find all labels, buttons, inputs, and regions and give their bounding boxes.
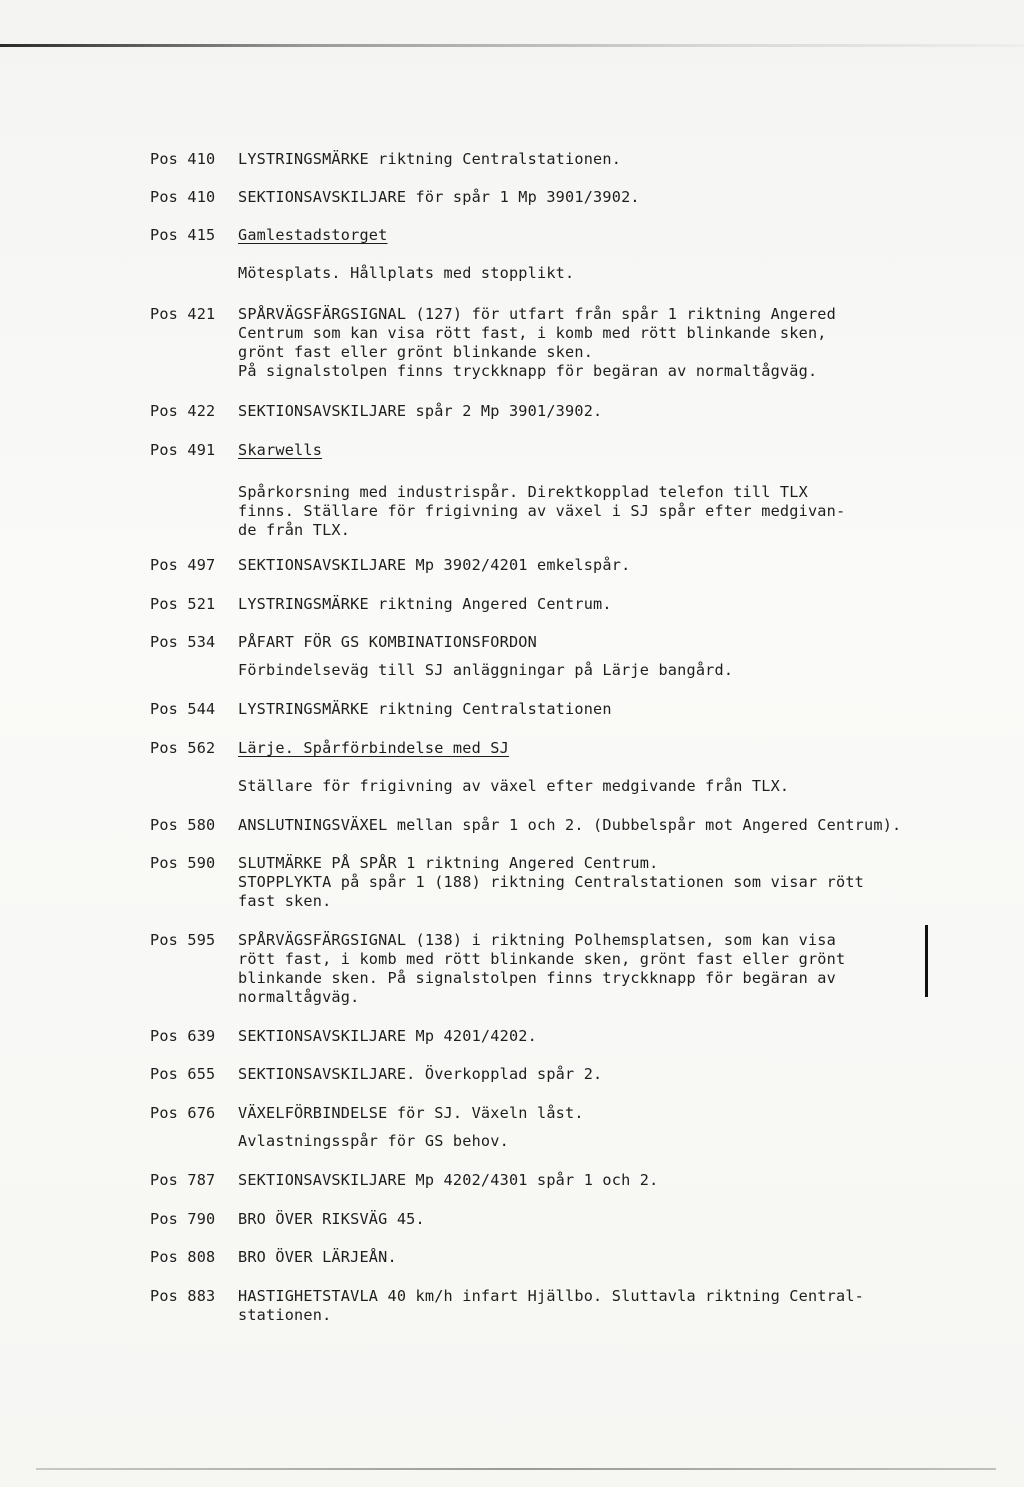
entry-position: Pos 676 <box>150 1104 216 1122</box>
entry-position: Pos 422 <box>150 402 216 420</box>
entry-line: fast sken. <box>238 892 332 910</box>
entry-heading: Lärje. Spårförbindelse med SJ <box>238 739 509 757</box>
entry-position: Pos 421 <box>150 305 216 323</box>
entry-line: grönt fast eller grönt blinkande sken. <box>238 343 594 361</box>
entry-body <box>238 150 918 169</box>
entry-body <box>238 1171 918 1190</box>
entry-line: Avlastningsspår för GS behov. <box>238 1132 509 1150</box>
entry-line: Ställare för frigivning av växel efter medgivande från TLX. <box>238 777 790 795</box>
entry-line: Mötesplats. Hållplats med stopplikt. <box>238 264 575 282</box>
scan-edge-top <box>0 44 1024 47</box>
entry-position: Pos 544 <box>150 700 216 718</box>
entry-body <box>238 188 918 207</box>
entry-line: rött fast, i komb med rött blinkande sken, grönt fast eller grönt <box>238 950 846 968</box>
entry-line: de från TLX. <box>238 521 351 539</box>
entry-body <box>238 1210 918 1229</box>
entry-line: SPÅRVÄGSFÄRGSIGNAL (127) för utfart från spår 1 riktning Angered <box>238 305 836 323</box>
entry-line: Spårkorsning med industrispår. Direktkopplad telefon till TLX <box>238 483 808 501</box>
entry-line: PÅFART FÖR GS KOMBINATIONSFORDON <box>238 633 537 651</box>
entry-position: Pos 808 <box>150 1248 216 1266</box>
entry-body <box>238 633 918 680</box>
entry-position: Pos 410 <box>150 188 216 206</box>
entry-line: SEKTIONSAVSKILJARE. Överkopplad spår 2. <box>238 1065 603 1083</box>
entry-line: SEKTIONSAVSKILJARE Mp 4202/4301 spår 1 och 2. <box>238 1171 659 1189</box>
entry-position: Pos 497 <box>150 556 216 574</box>
entry-position: Pos 790 <box>150 1210 216 1228</box>
entry-line: Förbindelseväg till SJ anläggningar på Lärje bangård. <box>238 661 734 679</box>
entry-body <box>238 1104 918 1151</box>
entry-position: Pos 590 <box>150 854 216 872</box>
entry-line: LYSTRINGSMÄRKE riktning Centralstationen <box>238 700 612 718</box>
entry-line: SLUTMÄRKE PÅ SPÅR 1 riktning Angered Centrum. <box>238 854 659 872</box>
entry-position: Pos 883 <box>150 1287 216 1305</box>
entry-line: VÄXELFÖRBINDELSE för SJ. Växeln låst. <box>238 1104 584 1122</box>
entry-line: BRO ÖVER LÄRJEÅN. <box>238 1248 397 1266</box>
entry-body <box>238 226 918 283</box>
entry-body <box>238 1065 918 1084</box>
entry-position: Pos 580 <box>150 816 216 834</box>
entry-body <box>238 595 918 614</box>
entry-body <box>238 739 918 796</box>
entry-body <box>238 1248 918 1267</box>
entry-body <box>238 700 918 719</box>
entry-line: blinkande sken. På signalstolpen finns tryckknapp för begäran av <box>238 969 836 987</box>
entry-heading: Skarwells <box>238 441 323 459</box>
entry-line: SEKTIONSAVSKILJARE Mp 3902/4201 emkelspår. <box>238 556 631 574</box>
entry-body <box>238 816 918 835</box>
entry-line: På signalstolpen finns tryckknapp för begäran av normaltågväg. <box>238 362 818 380</box>
entry-line: LYSTRINGSMÄRKE riktning Angered Centrum. <box>238 595 612 613</box>
entry-position: Pos 491 <box>150 441 216 459</box>
entry-line: STOPPLYKTA på spår 1 (188) riktning Centralstationen som visar rött <box>238 873 865 891</box>
entry-body <box>238 1027 918 1046</box>
entry-body <box>238 556 918 575</box>
entry-line: LYSTRINGSMÄRKE riktning Centralstationen. <box>238 150 622 168</box>
entry-position: Pos 415 <box>150 226 216 244</box>
entry-heading: Gamlestadstorget <box>238 226 388 244</box>
entry-line: normaltågväg. <box>238 988 360 1006</box>
margin-change-bar <box>925 925 928 997</box>
entry-body <box>238 854 918 911</box>
entry-body <box>238 1287 918 1325</box>
entry-position: Pos 639 <box>150 1027 216 1045</box>
entry-body <box>238 931 918 1007</box>
entry-position: Pos 521 <box>150 595 216 613</box>
entry-line: SEKTIONSAVSKILJARE spår 2 Mp 3901/3902. <box>238 402 603 420</box>
entry-body <box>238 402 918 421</box>
entry-line: SEKTIONSAVSKILJARE för spår 1 Mp 3901/3902. <box>238 188 640 206</box>
entry-line: SPÅRVÄGSFÄRGSIGNAL (138) i riktning Polhemsplatsen, som kan visa <box>238 931 836 949</box>
scan-edge-bottom <box>36 1468 996 1470</box>
entry-line: stationen. <box>238 1306 332 1324</box>
entry-line: BRO ÖVER RIKSVÄG 45. <box>238 1210 425 1228</box>
entry-line: HASTIGHETSTAVLA 40 km/h infart Hjällbo. Sluttavla riktning Central- <box>238 1287 865 1305</box>
entry-position: Pos 655 <box>150 1065 216 1083</box>
entry-position: Pos 534 <box>150 633 216 651</box>
entry-position: Pos 787 <box>150 1171 216 1189</box>
entry-line: Centrum som kan visa rött fast, i komb med rött blinkande sken, <box>238 324 827 342</box>
entry-line: SEKTIONSAVSKILJARE Mp 4201/4202. <box>238 1027 537 1045</box>
entry-body <box>238 305 918 381</box>
entry-line: ANSLUTNINGSVÄXEL mellan spår 1 och 2. (Dubbelspår mot Angered Centrum). <box>238 816 902 834</box>
entry-line: finns. Ställare för frigivning av växel i SJ spår efter medgivan- <box>238 502 846 520</box>
entry-position: Pos 410 <box>150 150 216 168</box>
entry-body <box>238 441 918 540</box>
entry-position: Pos 562 <box>150 739 216 757</box>
entry-position: Pos 595 <box>150 931 216 949</box>
